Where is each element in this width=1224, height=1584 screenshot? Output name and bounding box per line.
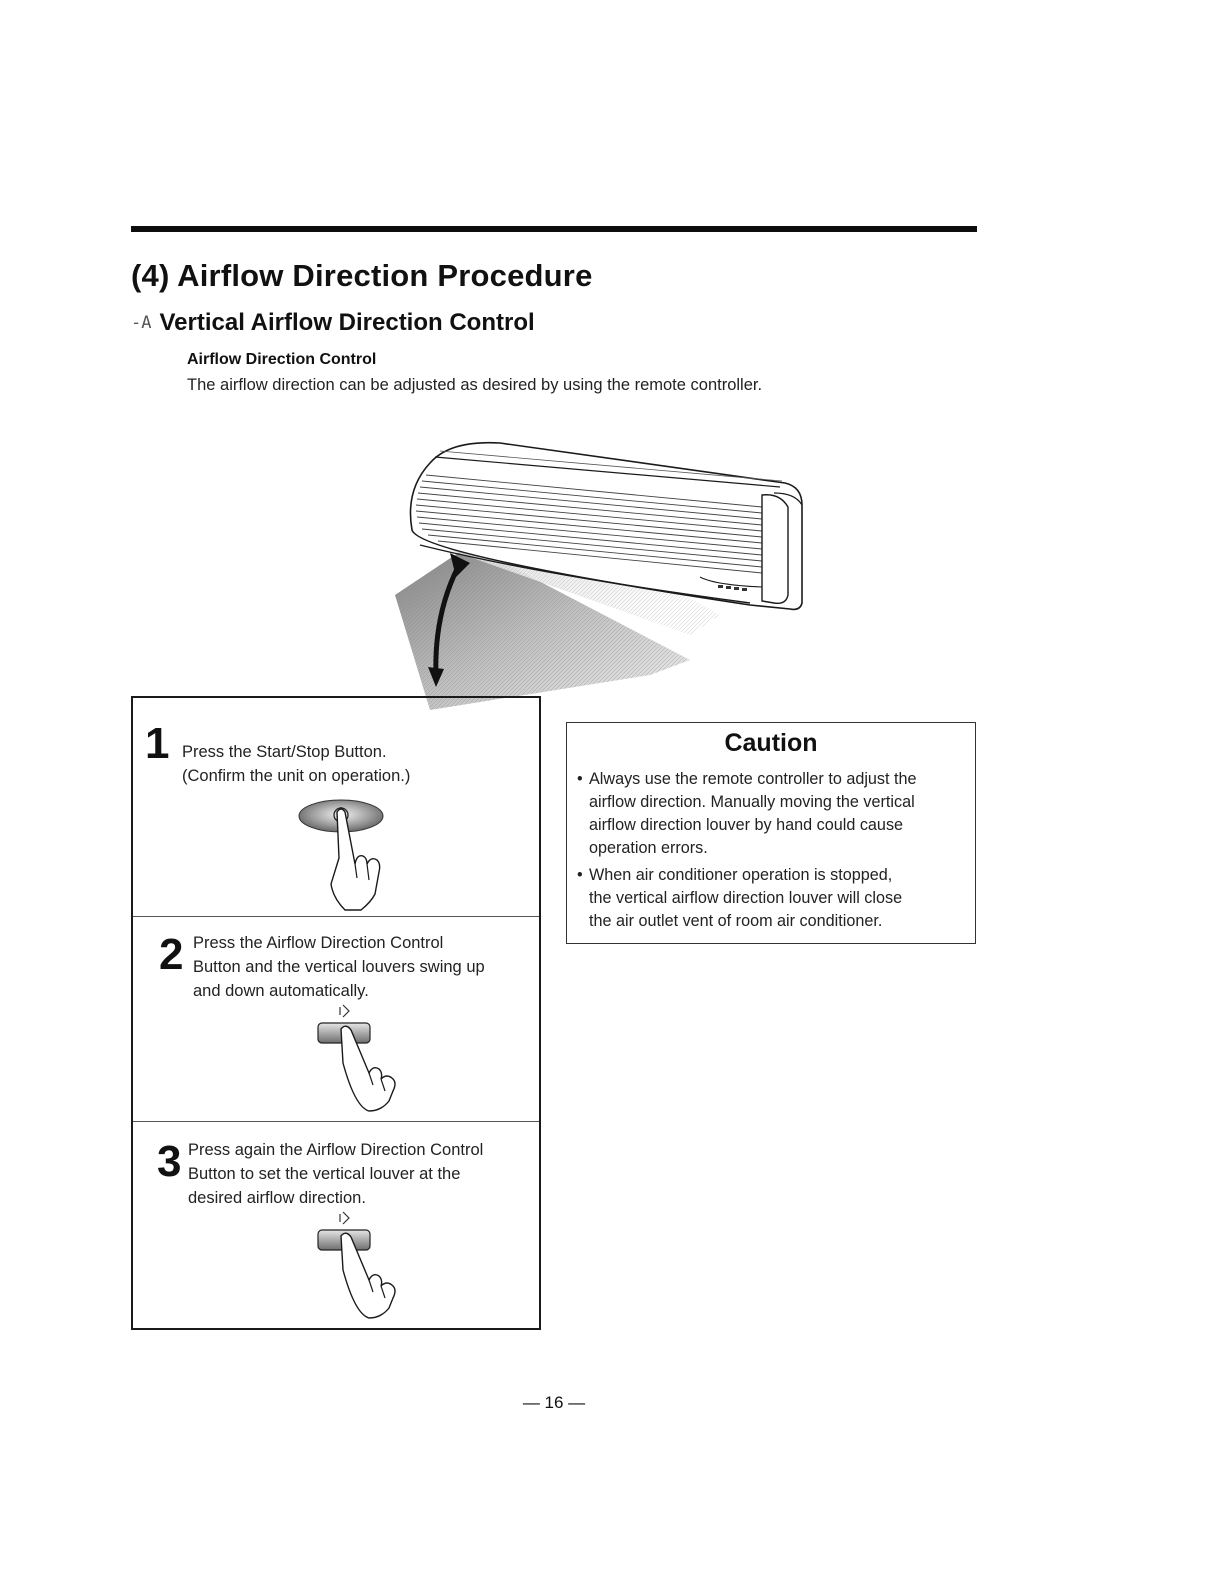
airflow-direction-button-hand-icon [313,1210,423,1320]
step-text-line: (Confirm the unit on operation.) [182,767,411,785]
step-text [193,931,533,1003]
caution-line: airflow direction. Manually moving the vertical [589,793,915,811]
intro-text: The airflow direction can be adjusted as desired by using the remote controller. [187,376,763,394]
caution-list [577,768,969,937]
steps-box [131,696,541,1330]
step-text-line: desired airflow direction. [188,1189,366,1207]
step-text-line: Press again the Airflow Direction Control [188,1141,484,1159]
step-text-line: Press the Start/Stop Button. [182,743,387,761]
top-rule [131,226,977,232]
step-1 [133,698,539,916]
caution-line: airflow direction louver by hand could cause [589,816,904,834]
caution-line: When air conditioner operation is stopped, [589,866,893,884]
bullet-icon: • [577,866,583,884]
subsection-heading [131,309,535,337]
caution-box [566,722,976,944]
step-2 [133,916,539,1122]
caution-item [577,864,969,933]
caution-title: Caution [724,729,818,757]
caution-line: operation errors. [589,839,708,857]
step-text-line: and down automatically. [193,982,369,1000]
step-text [182,740,522,788]
step-3 [133,1121,539,1329]
step-number: 1 [145,719,170,768]
subsection-title: Vertical Airflow Direction Control [159,309,535,336]
page-number: — 16 — [522,1393,586,1412]
caution-line: the vertical airflow direction louver will close [589,889,903,907]
step-number: 2 [159,930,184,979]
control-heading: Airflow Direction Control [187,351,377,368]
airflow-direction-button-hand-icon [313,1003,423,1113]
bullet-icon: • [577,770,583,788]
caution-item [577,768,969,860]
step-text-line: Button to set the vertical louver at the [188,1165,461,1183]
section-title: (4) Airflow Direction Procedure [131,258,593,293]
step-text-line: Press the Airflow Direction Control [193,934,444,952]
caution-line: the air outlet vent of room air conditioner. [589,912,883,930]
start-stop-button-hand-icon [283,798,393,913]
step-text [188,1138,533,1210]
step-text-line: Button and the vertical louvers swing up [193,958,485,976]
caution-line: Always use the remote controller to adjust the [589,770,917,788]
air-conditioner-illustration [390,435,810,710]
step-number: 3 [157,1137,182,1186]
subsection-marker: -A [131,313,152,333]
